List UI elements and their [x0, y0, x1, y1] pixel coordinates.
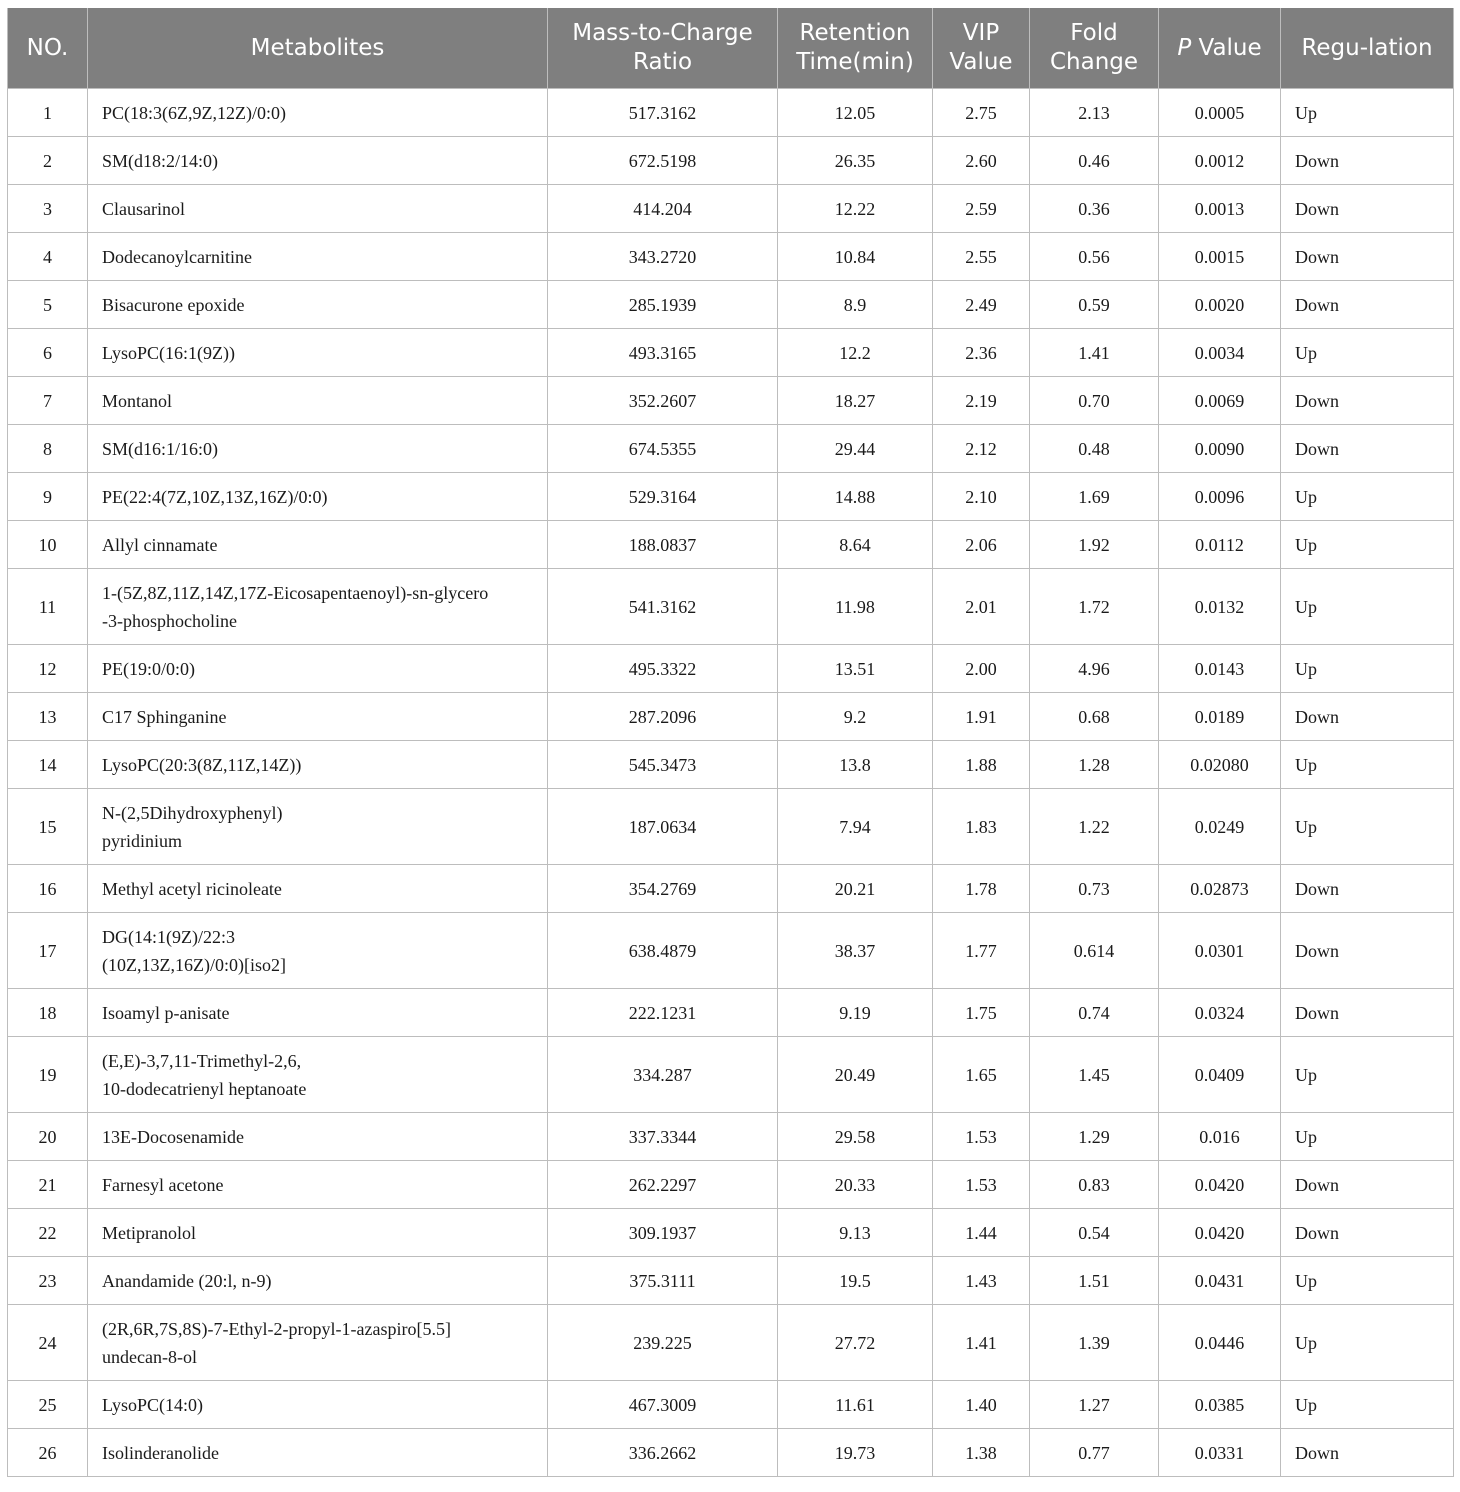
metabolite-name-line1: LysoPC(14:0)	[102, 1394, 204, 1415]
cell-retention-time: 9.2	[778, 693, 933, 741]
cell-retention-time: 12.22	[778, 185, 933, 233]
cell-fold-change: 0.77	[1030, 1429, 1159, 1477]
cell-fold-change: 0.54	[1030, 1209, 1159, 1257]
cell-fold-change: 0.70	[1030, 377, 1159, 425]
cell-retention-time: 19.5	[778, 1257, 933, 1305]
cell-p-value: 0.016	[1159, 1113, 1281, 1161]
cell-no: 25	[8, 1381, 88, 1429]
metabolite-name-line1: SM(d18:2/14:0)	[102, 150, 219, 171]
cell-p-value: 0.0301	[1159, 913, 1281, 989]
cell-metabolite	[88, 865, 548, 913]
cell-fold-change: 1.45	[1030, 1037, 1159, 1113]
cell-metabolite	[88, 185, 548, 233]
table-row	[8, 569, 1454, 645]
cell-no: 26	[8, 1429, 88, 1477]
metabolite-name-line1: Allyl cinnamate	[102, 534, 218, 555]
table-row	[8, 1305, 1454, 1381]
cell-no: 19	[8, 1037, 88, 1113]
cell-p-value: 0.0189	[1159, 693, 1281, 741]
cell-retention-time: 20.21	[778, 865, 933, 913]
header-no: NO.	[8, 8, 88, 89]
cell-no: 16	[8, 865, 88, 913]
table-row	[8, 1113, 1454, 1161]
cell-mass-to-charge: 262.2297	[548, 1161, 778, 1209]
cell-metabolite	[88, 1257, 548, 1305]
cell-p-value: 0.0420	[1159, 1209, 1281, 1257]
cell-no: 14	[8, 741, 88, 789]
header-rt-line1: Retention	[799, 20, 911, 46]
cell-fold-change: 0.59	[1030, 281, 1159, 329]
cell-vip-value: 1.38	[933, 1429, 1030, 1477]
cell-metabolite	[88, 1113, 548, 1161]
cell-retention-time: 8.9	[778, 281, 933, 329]
cell-no: 15	[8, 789, 88, 865]
metabolite-name-line1: Montanol	[102, 390, 172, 411]
cell-regulation: Up	[1281, 1381, 1454, 1429]
metabolites-table-container	[7, 8, 1453, 1477]
cell-regulation: Down	[1281, 865, 1454, 913]
cell-vip-value: 2.49	[933, 281, 1030, 329]
cell-regulation: Up	[1281, 1037, 1454, 1113]
cell-vip-value: 1.41	[933, 1305, 1030, 1381]
cell-p-value: 0.02873	[1159, 865, 1281, 913]
cell-vip-value: 2.36	[933, 329, 1030, 377]
cell-regulation: Down	[1281, 1429, 1454, 1477]
cell-regulation: Up	[1281, 89, 1454, 137]
cell-no: 18	[8, 989, 88, 1037]
cell-metabolite	[88, 233, 548, 281]
cell-p-value: 0.0385	[1159, 1381, 1281, 1429]
cell-mass-to-charge: 239.225	[548, 1305, 778, 1381]
cell-vip-value: 2.00	[933, 645, 1030, 693]
cell-mass-to-charge: 545.3473	[548, 741, 778, 789]
cell-no: 20	[8, 1113, 88, 1161]
cell-no: 8	[8, 425, 88, 473]
metabolite-name-line1: PC(18:3(6Z,9Z,12Z)/0:0)	[102, 102, 286, 123]
cell-retention-time: 11.98	[778, 569, 933, 645]
metabolite-name-line1: SM(d16:1/16:0)	[102, 438, 219, 459]
cell-vip-value: 2.10	[933, 473, 1030, 521]
metabolite-name-line2: -3-phosphocholine	[102, 610, 237, 631]
cell-regulation: Up	[1281, 1257, 1454, 1305]
metabolite-name-line1: PE(19:0/0:0)	[102, 658, 195, 679]
cell-metabolite	[88, 693, 548, 741]
cell-mass-to-charge: 187.0634	[548, 789, 778, 865]
cell-fold-change: 4.96	[1030, 645, 1159, 693]
cell-retention-time: 13.51	[778, 645, 933, 693]
header-mz-line1: Mass-to-Charge	[572, 20, 753, 46]
cell-metabolite	[88, 377, 548, 425]
cell-mass-to-charge: 517.3162	[548, 89, 778, 137]
metabolite-name-line2: undecan-8-ol	[102, 1346, 197, 1367]
cell-mass-to-charge: 495.3322	[548, 645, 778, 693]
cell-p-value: 0.0132	[1159, 569, 1281, 645]
cell-regulation: Down	[1281, 693, 1454, 741]
cell-vip-value: 1.91	[933, 693, 1030, 741]
cell-p-value: 0.0012	[1159, 137, 1281, 185]
cell-metabolite	[88, 569, 548, 645]
cell-regulation: Up	[1281, 473, 1454, 521]
table-row	[8, 913, 1454, 989]
cell-fold-change: 0.73	[1030, 865, 1159, 913]
cell-regulation: Down	[1281, 989, 1454, 1037]
cell-retention-time: 9.13	[778, 1209, 933, 1257]
cell-retention-time: 7.94	[778, 789, 933, 865]
cell-regulation: Down	[1281, 913, 1454, 989]
table-row	[8, 185, 1454, 233]
cell-mass-to-charge: 638.4879	[548, 913, 778, 989]
cell-metabolite	[88, 1381, 548, 1429]
cell-vip-value: 2.59	[933, 185, 1030, 233]
cell-mass-to-charge: 674.5355	[548, 425, 778, 473]
cell-regulation: Up	[1281, 1305, 1454, 1381]
table-row	[8, 693, 1454, 741]
cell-mass-to-charge: 352.2607	[548, 377, 778, 425]
cell-fold-change: 1.28	[1030, 741, 1159, 789]
cell-retention-time: 11.61	[778, 1381, 933, 1429]
cell-mass-to-charge: 309.1937	[548, 1209, 778, 1257]
cell-vip-value: 2.12	[933, 425, 1030, 473]
cell-mass-to-charge: 337.3344	[548, 1113, 778, 1161]
cell-p-value: 0.0143	[1159, 645, 1281, 693]
table-row	[8, 1257, 1454, 1305]
metabolite-name-line1: N-(2,5Dihydroxyphenyl)	[102, 802, 283, 823]
cell-mass-to-charge: 188.0837	[548, 521, 778, 569]
cell-no: 13	[8, 693, 88, 741]
cell-p-value: 0.0446	[1159, 1305, 1281, 1381]
cell-vip-value: 2.75	[933, 89, 1030, 137]
cell-fold-change: 0.36	[1030, 185, 1159, 233]
cell-vip-value: 1.77	[933, 913, 1030, 989]
cell-p-value: 0.0096	[1159, 473, 1281, 521]
metabolite-name-line1: 1-(5Z,8Z,11Z,14Z,17Z-Eicosapentaenoyl)-sn-glycero	[102, 582, 489, 603]
cell-p-value: 0.0249	[1159, 789, 1281, 865]
cell-mass-to-charge: 222.1231	[548, 989, 778, 1037]
cell-regulation: Down	[1281, 425, 1454, 473]
cell-retention-time: 12.2	[778, 329, 933, 377]
cell-fold-change: 1.72	[1030, 569, 1159, 645]
cell-p-value: 0.0020	[1159, 281, 1281, 329]
header-fold-change	[1030, 8, 1159, 89]
table-body	[8, 89, 1454, 1477]
cell-p-value: 0.0090	[1159, 425, 1281, 473]
cell-metabolite	[88, 1037, 548, 1113]
metabolite-name-line1: LysoPC(16:1(9Z))	[102, 342, 235, 363]
cell-vip-value: 1.44	[933, 1209, 1030, 1257]
cell-metabolite	[88, 1305, 548, 1381]
cell-fold-change: 0.83	[1030, 1161, 1159, 1209]
cell-fold-change: 1.69	[1030, 473, 1159, 521]
table-row	[8, 741, 1454, 789]
cell-regulation: Up	[1281, 789, 1454, 865]
header-vip-line1: VIP	[962, 20, 1000, 46]
cell-p-value: 0.0420	[1159, 1161, 1281, 1209]
cell-vip-value: 1.88	[933, 741, 1030, 789]
table-row	[8, 89, 1454, 137]
header-regulation: Regu-lation	[1281, 8, 1454, 89]
cell-regulation: Down	[1281, 185, 1454, 233]
metabolite-name-line1: Dodecanoylcarnitine	[102, 246, 252, 267]
cell-no: 1	[8, 89, 88, 137]
cell-metabolite	[88, 741, 548, 789]
cell-metabolite	[88, 89, 548, 137]
cell-regulation: Up	[1281, 569, 1454, 645]
cell-retention-time: 29.44	[778, 425, 933, 473]
cell-no: 3	[8, 185, 88, 233]
header-metabolites: Metabolites	[88, 8, 548, 89]
cell-metabolite	[88, 329, 548, 377]
cell-metabolite	[88, 425, 548, 473]
metabolite-name-line1: Isoamyl p-anisate	[102, 1002, 230, 1023]
cell-metabolite	[88, 473, 548, 521]
cell-vip-value: 2.55	[933, 233, 1030, 281]
cell-regulation: Up	[1281, 1113, 1454, 1161]
header-p-italic: P	[1177, 34, 1192, 61]
table-row	[8, 377, 1454, 425]
cell-regulation: Down	[1281, 137, 1454, 185]
cell-p-value: 0.0324	[1159, 989, 1281, 1037]
cell-metabolite	[88, 137, 548, 185]
cell-mass-to-charge: 529.3164	[548, 473, 778, 521]
table-row	[8, 1161, 1454, 1209]
cell-no: 6	[8, 329, 88, 377]
cell-p-value: 0.0112	[1159, 521, 1281, 569]
cell-mass-to-charge: 285.1939	[548, 281, 778, 329]
metabolite-name-line1: Farnesyl acetone	[102, 1174, 224, 1195]
metabolite-name-line1: C17 Sphinganine	[102, 706, 227, 727]
cell-mass-to-charge: 467.3009	[548, 1381, 778, 1429]
cell-mass-to-charge: 334.287	[548, 1037, 778, 1113]
cell-metabolite	[88, 989, 548, 1037]
cell-no: 21	[8, 1161, 88, 1209]
table-header	[8, 8, 1454, 89]
header-fc-line2: Change	[1049, 49, 1139, 75]
cell-fold-change: 0.46	[1030, 137, 1159, 185]
metabolite-name-line1: DG(14:1(9Z)/22:3	[102, 926, 235, 947]
header-fc-line1: Fold	[1070, 20, 1118, 46]
cell-fold-change: 1.51	[1030, 1257, 1159, 1305]
metabolite-name-line1: Clausarinol	[102, 198, 185, 219]
metabolite-name-line1: Metipranolol	[102, 1222, 196, 1243]
table-row	[8, 521, 1454, 569]
table-row	[8, 473, 1454, 521]
cell-p-value: 0.0431	[1159, 1257, 1281, 1305]
header-rt-line2: Time(min)	[796, 49, 914, 75]
cell-mass-to-charge: 414.204	[548, 185, 778, 233]
header-retention-time	[778, 8, 933, 89]
cell-no: 9	[8, 473, 88, 521]
header-p-rest: Value	[1191, 34, 1262, 61]
cell-vip-value: 1.43	[933, 1257, 1030, 1305]
metabolite-name-line1: Methyl acetyl ricinoleate	[102, 878, 282, 899]
cell-regulation: Up	[1281, 741, 1454, 789]
metabolites-table	[7, 8, 1454, 1477]
cell-p-value: 0.0409	[1159, 1037, 1281, 1113]
metabolite-name-line1: Isolinderanolide	[102, 1442, 219, 1463]
cell-fold-change: 0.56	[1030, 233, 1159, 281]
table-row	[8, 1037, 1454, 1113]
metabolite-name-line1: 13E-Docosenamide	[102, 1126, 244, 1147]
cell-p-value: 0.0069	[1159, 377, 1281, 425]
table-row	[8, 425, 1454, 473]
cell-fold-change: 1.27	[1030, 1381, 1159, 1429]
cell-p-value: 0.0005	[1159, 89, 1281, 137]
cell-regulation: Down	[1281, 1161, 1454, 1209]
cell-fold-change: 1.92	[1030, 521, 1159, 569]
cell-metabolite	[88, 645, 548, 693]
metabolite-name-line1: PE(22:4(7Z,10Z,13Z,16Z)/0:0)	[102, 486, 328, 507]
metabolite-name-line1: Anandamide (20:l, n-9)	[102, 1270, 272, 1291]
cell-retention-time: 18.27	[778, 377, 933, 425]
cell-mass-to-charge: 287.2096	[548, 693, 778, 741]
cell-vip-value: 1.53	[933, 1161, 1030, 1209]
cell-regulation: Down	[1281, 377, 1454, 425]
cell-fold-change: 1.41	[1030, 329, 1159, 377]
cell-mass-to-charge: 541.3162	[548, 569, 778, 645]
header-vip-line2: Value	[949, 49, 1013, 75]
metabolite-name-line1: (2R,6R,7S,8S)-7-Ethyl-2-propyl-1-azaspiro[5.5]	[102, 1318, 451, 1339]
cell-mass-to-charge: 336.2662	[548, 1429, 778, 1477]
cell-no: 10	[8, 521, 88, 569]
cell-retention-time: 27.72	[778, 1305, 933, 1381]
metabolite-name-line1: (E,E)-3,7,11-Trimethyl-2,6,	[102, 1050, 302, 1071]
cell-vip-value: 2.06	[933, 521, 1030, 569]
metabolite-name-line2: pyridinium	[102, 830, 182, 851]
cell-retention-time: 13.8	[778, 741, 933, 789]
cell-retention-time: 20.49	[778, 1037, 933, 1113]
table-row	[8, 1429, 1454, 1477]
cell-metabolite	[88, 521, 548, 569]
cell-fold-change: 1.22	[1030, 789, 1159, 865]
cell-retention-time: 26.35	[778, 137, 933, 185]
cell-regulation: Down	[1281, 1209, 1454, 1257]
cell-mass-to-charge: 493.3165	[548, 329, 778, 377]
cell-vip-value: 2.01	[933, 569, 1030, 645]
cell-retention-time: 8.64	[778, 521, 933, 569]
cell-retention-time: 29.58	[778, 1113, 933, 1161]
table-row	[8, 1381, 1454, 1429]
cell-fold-change: 1.29	[1030, 1113, 1159, 1161]
metabolite-name-line2: (10Z,13Z,16Z)/0:0)[iso2]	[102, 954, 286, 975]
cell-p-value: 0.02080	[1159, 741, 1281, 789]
table-row	[8, 989, 1454, 1037]
cell-metabolite	[88, 1209, 548, 1257]
cell-regulation: Down	[1281, 281, 1454, 329]
cell-mass-to-charge: 343.2720	[548, 233, 778, 281]
cell-retention-time: 19.73	[778, 1429, 933, 1477]
cell-retention-time: 20.33	[778, 1161, 933, 1209]
cell-mass-to-charge: 375.3111	[548, 1257, 778, 1305]
cell-fold-change: 0.68	[1030, 693, 1159, 741]
cell-metabolite	[88, 281, 548, 329]
cell-regulation: Down	[1281, 233, 1454, 281]
cell-no: 11	[8, 569, 88, 645]
cell-fold-change: 0.48	[1030, 425, 1159, 473]
cell-mass-to-charge: 354.2769	[548, 865, 778, 913]
cell-retention-time: 10.84	[778, 233, 933, 281]
cell-retention-time: 14.88	[778, 473, 933, 521]
cell-p-value: 0.0015	[1159, 233, 1281, 281]
header-vip-value	[933, 8, 1030, 89]
cell-vip-value: 1.53	[933, 1113, 1030, 1161]
cell-vip-value: 1.40	[933, 1381, 1030, 1429]
cell-no: 24	[8, 1305, 88, 1381]
header-mass-to-charge	[548, 8, 778, 89]
cell-no: 2	[8, 137, 88, 185]
cell-vip-value: 1.75	[933, 989, 1030, 1037]
cell-no: 22	[8, 1209, 88, 1257]
cell-no: 5	[8, 281, 88, 329]
cell-metabolite	[88, 789, 548, 865]
cell-vip-value: 2.60	[933, 137, 1030, 185]
table-row	[8, 329, 1454, 377]
metabolite-name-line1: LysoPC(20:3(8Z,11Z,14Z))	[102, 754, 302, 775]
cell-retention-time: 9.19	[778, 989, 933, 1037]
cell-retention-time: 12.05	[778, 89, 933, 137]
table-row	[8, 865, 1454, 913]
table-row	[8, 233, 1454, 281]
cell-metabolite	[88, 1161, 548, 1209]
table-row	[8, 645, 1454, 693]
cell-regulation: Up	[1281, 645, 1454, 693]
cell-no: 17	[8, 913, 88, 989]
cell-no: 4	[8, 233, 88, 281]
table-row	[8, 789, 1454, 865]
cell-vip-value: 2.19	[933, 377, 1030, 425]
cell-regulation: Up	[1281, 329, 1454, 377]
cell-mass-to-charge: 672.5198	[548, 137, 778, 185]
cell-retention-time: 38.37	[778, 913, 933, 989]
cell-regulation: Up	[1281, 521, 1454, 569]
cell-p-value: 0.0013	[1159, 185, 1281, 233]
cell-fold-change: 1.39	[1030, 1305, 1159, 1381]
cell-p-value: 0.0331	[1159, 1429, 1281, 1477]
cell-no: 12	[8, 645, 88, 693]
cell-p-value: 0.0034	[1159, 329, 1281, 377]
table-row	[8, 281, 1454, 329]
table-row	[8, 1209, 1454, 1257]
metabolite-name-line1: Bisacurone epoxide	[102, 294, 245, 315]
cell-fold-change: 0.614	[1030, 913, 1159, 989]
cell-metabolite	[88, 913, 548, 989]
header-mz-line2: Ratio	[632, 49, 693, 75]
metabolite-name-line2: 10-dodecatrienyl heptanoate	[102, 1078, 307, 1099]
cell-vip-value: 1.65	[933, 1037, 1030, 1113]
cell-no: 7	[8, 377, 88, 425]
table-row	[8, 137, 1454, 185]
cell-fold-change: 2.13	[1030, 89, 1159, 137]
cell-fold-change: 0.74	[1030, 989, 1159, 1037]
header-p-value	[1159, 8, 1281, 89]
cell-vip-value: 1.83	[933, 789, 1030, 865]
cell-metabolite	[88, 1429, 548, 1477]
cell-no: 23	[8, 1257, 88, 1305]
cell-vip-value: 1.78	[933, 865, 1030, 913]
